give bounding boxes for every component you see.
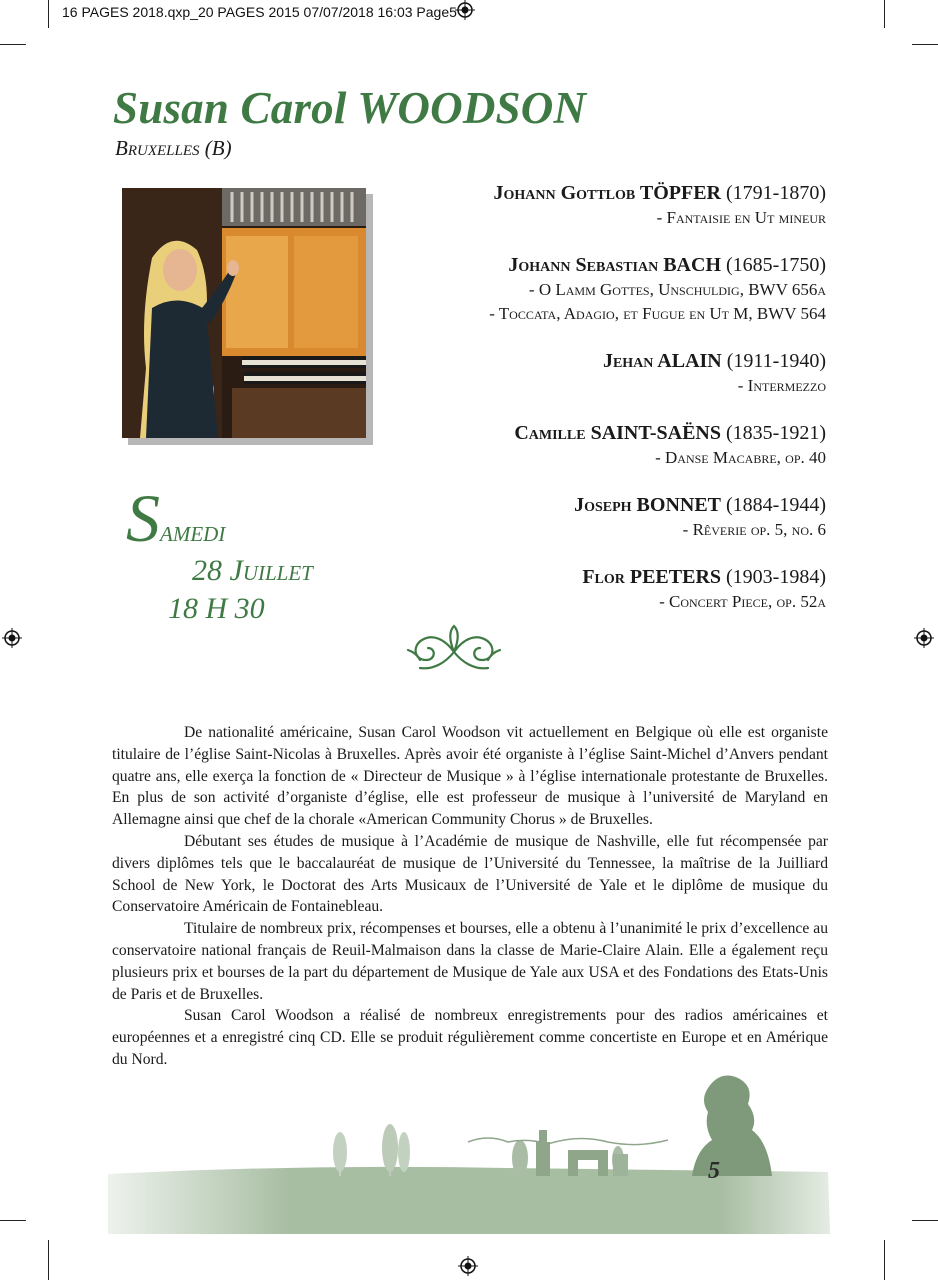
crop-mark: [912, 1220, 938, 1221]
composer-years: (1791-1870): [726, 182, 826, 204]
composer-years: (1884-1944): [726, 494, 826, 516]
concert-day: [126, 480, 226, 556]
work-title: - O Lamm Gottes, Unschuldig, BWV 656a: [528, 280, 826, 299]
biography: [112, 722, 828, 1071]
print-slug: 16 PAGES 2018.qxp_20 PAGES 2015 07/07/2018 16:03 Page5: [62, 4, 457, 20]
concert-date: 28 Juillet: [192, 554, 313, 587]
program-entry: [306, 348, 826, 398]
composer-name: Jehan ALAIN: [602, 350, 722, 372]
work-title: - Concert Piece, op. 52a: [659, 592, 826, 611]
program-entry: [306, 252, 826, 326]
concert-program: [306, 180, 826, 636]
composer-years: (1911-1940): [726, 350, 826, 372]
crop-mark: [48, 1240, 49, 1280]
bio-paragraph: De nationalité américaine, Susan Carol Woodson vit actuellement en Belgique où elle est organiste titulaire de l’église Saint-Nicolas à Bruxelles. Après avoir été organiste à l’église Saint-Michel d’Anvers pendant quatre ans, elle exerça la fonction de « Directeur de Musique » à l’église internationale protestante de Bruxelles. En plus de son activité d’organiste d’église, elle est professeur de musique à l’université de Maryland en Allemagne ainsi que chef de la chorale «American Community Chorus » de Bruxelles.: [112, 724, 828, 829]
crop-mark: [48, 0, 49, 28]
work-title: - Danse Macabre, op. 40: [655, 448, 826, 467]
composer-name: Camille SAINT-SAËNS: [514, 422, 722, 444]
work-title: - Toccata, Adagio, et Fugue en Ut M, BWV 564: [489, 304, 826, 323]
work-title: - Rêverie op. 5, no. 6: [682, 520, 826, 539]
day-name: amedi: [160, 515, 226, 548]
day-initial: S: [126, 480, 160, 556]
composer-years: (1685-1750): [726, 254, 826, 276]
composer-name: Flor PEETERS: [582, 566, 722, 588]
registration-mark-icon: [458, 1256, 478, 1276]
landscape-illustration: [108, 1068, 830, 1234]
program-entry: [306, 564, 826, 614]
program-entry: [306, 180, 826, 230]
performer-city: Bruxelles (B): [115, 136, 232, 160]
performer-name: Susan Carol WOODSON: [113, 83, 587, 133]
registration-mark-icon: [914, 628, 934, 648]
work-title: - Intermezzo: [737, 376, 826, 395]
composer-name: Johann Sebastian BACH: [508, 254, 722, 276]
registration-mark-icon: [455, 0, 475, 20]
concert-time: 18 H 30: [168, 592, 265, 625]
page-number: 5: [708, 1158, 720, 1184]
crop-mark: [0, 44, 26, 45]
registration-mark-icon: [2, 628, 22, 648]
crop-mark: [912, 44, 938, 45]
bio-paragraph: Débutant ses études de musique à l’Académie de musique de Nashville, elle fut récompensée par divers diplômes tels que le baccalauréat de musique de l’Université du Tennessee, la maîtrise de la Juilliard School de New York, le Doctorat des Arts Musicaux de l’Université de Yale et le diplôme de musique du Conservatoire Américain de Fontainebleau.: [112, 832, 828, 916]
composer-name: Johann Gottlob TÖPFER: [493, 182, 722, 204]
crop-mark: [0, 1220, 26, 1221]
crop-mark: [884, 0, 885, 28]
work-title: - Fantaisie en Ut mineur: [656, 208, 826, 227]
composer-years: (1835-1921): [726, 422, 826, 444]
bio-paragraph: Susan Carol Woodson a réalisé de nombreux enregistrements pour des radios américaines et européennes et a enregistré cinq CD. Elle se produit régulièrement comme concertiste en Europe et en Amérique du Nord.: [112, 1007, 828, 1068]
composer-name: Joseph BONNET: [574, 494, 722, 516]
crop-mark: [884, 1240, 885, 1280]
program-entry: [306, 492, 826, 542]
bio-paragraph: Titulaire de nombreux prix, récompenses et bourses, elle a obtenu à l’unanimité le prix d’excellence au conservatoire national français de Reuil-Malmaison dans la classe de Marie-Claire Alain. Elle a également reçu plusieurs prix et bourses de la part du département de Musique de Yale aux USA et des Fondations des Etats-Unis de Paris et de Bruxelles.: [112, 920, 828, 1003]
flourish-ornament-icon: [404, 620, 504, 678]
program-entry: [306, 420, 826, 470]
composer-years: (1903-1984): [726, 566, 826, 588]
